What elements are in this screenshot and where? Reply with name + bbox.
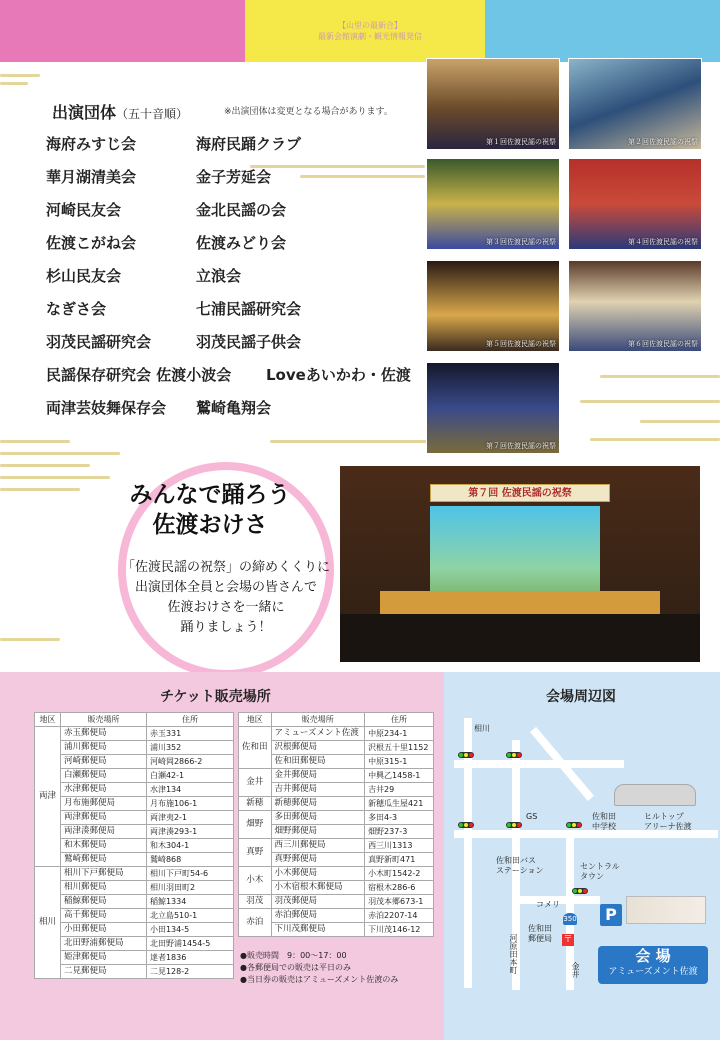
post-office-icon: 〒 xyxy=(563,935,573,945)
ticket-row xyxy=(239,895,434,909)
road-vertical-left xyxy=(464,718,472,988)
okesa-body-line: 佐渡おけさを一緒に xyxy=(167,600,285,615)
traffic-light-icon xyxy=(458,822,474,828)
audience xyxy=(340,614,700,662)
ticket-location: 白瀬郵便局 xyxy=(61,769,147,783)
group-name: なぎさ会 xyxy=(46,300,107,318)
group-name: 華月湖清美会 xyxy=(46,168,137,186)
header-address: 住所 xyxy=(146,713,233,727)
okesa-title xyxy=(112,480,308,540)
ticket-area: 金井 xyxy=(239,769,272,797)
ticket-location: 小木宿根木郵便局 xyxy=(271,881,365,895)
ticket-row xyxy=(35,769,234,783)
ticket-address: 北田野浦1454-5 xyxy=(146,937,233,951)
ticket-address: 達者1836 xyxy=(146,951,233,965)
festival-photo-5 xyxy=(426,260,560,352)
ticket-address: 赤玉331 xyxy=(146,727,233,741)
ticket-location: 多田郵便局 xyxy=(271,811,365,825)
group-name: 両津芸妓舞保存会 xyxy=(46,399,167,417)
map-label-post-office: 佐和田 郵便局 xyxy=(528,924,552,943)
ticket-location: 西三川郵便局 xyxy=(271,839,365,853)
group-name: 海府みすじ会 xyxy=(46,135,137,153)
map-label-bus-station: 佐和田バス ステーション xyxy=(496,856,544,875)
ticket-location: 二見郵便局 xyxy=(61,965,147,979)
ticket-location: 高千郵便局 xyxy=(61,909,147,923)
ticket-address: 下川茂146-12 xyxy=(365,923,434,937)
okesa-title-line-1: みんなで踊ろう xyxy=(129,482,291,508)
ticket-location: 稲鯨郵便局 xyxy=(61,895,147,909)
groups-title: 出演団体 xyxy=(52,103,117,122)
ticket-location: 金井郵便局 xyxy=(271,769,365,783)
festival-photo-4 xyxy=(568,158,702,250)
ticket-area: 小木 xyxy=(239,867,272,895)
ticket-address: 小木町1542-2 xyxy=(365,867,434,881)
ticket-row xyxy=(35,727,234,741)
ticket-location: 下川茂郵便局 xyxy=(271,923,365,937)
ticket-address: 沢根五十里1152 xyxy=(365,741,434,755)
ticket-note: ●各郵便局での販売は平日のみ xyxy=(240,963,351,972)
stage-floor xyxy=(380,591,660,616)
group-name: 金子芳延会 xyxy=(196,168,272,186)
band-text-line-1: 【山里の最新合】 xyxy=(338,21,402,30)
ticket-row xyxy=(239,839,434,853)
ticket-address: 和木304-1 xyxy=(146,839,233,853)
ticket-location: 赤玉郵便局 xyxy=(61,727,147,741)
group-name: 羽茂民謡子供会 xyxy=(196,333,302,351)
ticket-row xyxy=(239,769,434,783)
ticket-note: ●販売時間 9：00～17：00 xyxy=(240,951,347,960)
group-name: 佐渡みどり会 xyxy=(196,234,287,252)
map-title: 会場周辺図 xyxy=(546,689,616,705)
traffic-light-icon xyxy=(572,888,588,894)
ticket-table-right xyxy=(238,712,434,937)
ticket-address: 二見128-2 xyxy=(146,965,233,979)
ticket-row xyxy=(239,727,434,741)
ticket-address: 水津134 xyxy=(146,783,233,797)
group-name: 佐渡こがね会 xyxy=(46,234,137,252)
venue-building xyxy=(626,896,706,924)
photo-caption: 第４回佐渡民謡の祝祭 xyxy=(628,238,698,246)
ticket-address: 河崎岡2866-2 xyxy=(146,755,233,769)
group-name: 杉山民友会 xyxy=(46,267,122,285)
band-text-line-2: 最新会館演劇・観光情報発信 xyxy=(318,32,422,41)
ticket-address: 吉井29 xyxy=(365,783,434,797)
top-band-cyan xyxy=(485,0,720,62)
map-label-kawaharada: 河原田本町 xyxy=(509,934,518,974)
ticket-location: 吉井郵便局 xyxy=(271,783,365,797)
stage-photo xyxy=(340,466,700,662)
ticket-location: 真野郵便局 xyxy=(271,853,365,867)
ticket-address: 中原315-1 xyxy=(365,755,434,769)
festival-photo-2 xyxy=(568,58,702,150)
header-location: 販売場所 xyxy=(271,713,365,727)
ticket-address: 相川羽田町2 xyxy=(146,881,233,895)
ticket-location: 畑野郵便局 xyxy=(271,825,365,839)
top-band-pink xyxy=(0,0,245,62)
ticket-location: 新穂郵便局 xyxy=(271,797,365,811)
ticket-address: 真野新町471 xyxy=(365,853,434,867)
ticket-address: 両津湊293-1 xyxy=(146,825,233,839)
parking-icon: P xyxy=(600,904,622,926)
ticket-location: 姫津郵便局 xyxy=(61,951,147,965)
photo-caption: 第６回佐渡民謡の祝祭 xyxy=(628,340,698,348)
ticket-row xyxy=(239,811,434,825)
venue-name: アミューズメント佐渡 xyxy=(608,967,698,977)
okesa-body-line: 「佐渡民謡の祝祭」の締めくくりに xyxy=(121,560,330,575)
ticket-row xyxy=(35,825,234,839)
ticket-row xyxy=(35,951,234,965)
map-label-aikawa: 相川 xyxy=(474,724,490,733)
festival-photo-6 xyxy=(568,260,702,352)
group-name: 金北民謡の会 xyxy=(196,201,287,219)
hilltop-arena-building xyxy=(614,784,696,806)
ticket-location: 小田郵便局 xyxy=(61,923,147,937)
group-name: 河崎民友会 xyxy=(46,201,122,219)
groups-note: ※出演団体は変更となる場合があります。 xyxy=(224,107,393,117)
map-label-hilltop: ヒルトップ アリーナ佐渡 xyxy=(644,812,692,831)
ticket-row xyxy=(35,881,234,895)
road-route-350 xyxy=(520,896,600,904)
ticket-row xyxy=(35,811,234,825)
venue-label xyxy=(598,946,708,984)
ticket-location: 羽茂郵便局 xyxy=(271,895,365,909)
traffic-light-icon xyxy=(566,822,582,828)
header-location: 販売場所 xyxy=(61,713,147,727)
photo-caption: 第７回佐渡民謡の祝祭 xyxy=(486,442,556,450)
ticket-location: 佐和田郵便局 xyxy=(271,755,365,769)
photo-caption: 第５回佐渡民謡の祝祭 xyxy=(486,340,556,348)
map-label-central-town: セントラル タウン xyxy=(580,862,620,881)
ticket-row xyxy=(35,741,234,755)
ticket-table-left xyxy=(34,712,234,979)
group-name: Loveあいかわ・佐渡 xyxy=(266,366,411,384)
ticket-area: 両津 xyxy=(35,727,61,867)
map-label-kanai: 金井 xyxy=(571,962,580,978)
ticket-address: 赤泊2207-14 xyxy=(365,909,434,923)
ticket-title: チケット販売場所 xyxy=(160,689,271,705)
ticket-location: 相川下戸郵便局 xyxy=(61,867,147,881)
ticket-row xyxy=(35,909,234,923)
okesa-title-line-2: 佐渡おけさ xyxy=(152,512,268,538)
ticket-notes xyxy=(240,950,398,986)
ticket-address: 羽茂本郷673-1 xyxy=(365,895,434,909)
ticket-address: 新穂瓜生屋421 xyxy=(365,797,434,811)
festival-photo-1 xyxy=(426,58,560,150)
ticket-address: 中原234-1 xyxy=(365,727,434,741)
ticket-area: 畑野 xyxy=(239,811,272,839)
ticket-address: 小田134-5 xyxy=(146,923,233,937)
group-name: 羽茂民謡研究会 xyxy=(46,333,152,351)
ticket-row xyxy=(35,755,234,769)
festival-photo-7 xyxy=(426,362,560,454)
ticket-address: 白瀬42-1 xyxy=(146,769,233,783)
ticket-row xyxy=(35,965,234,979)
ticket-area: 新穂 xyxy=(239,797,272,811)
ticket-location: 水津郵便局 xyxy=(61,783,147,797)
header-area: 地区 xyxy=(239,713,272,727)
venue-big-label: 会 場 xyxy=(635,947,671,965)
okesa-body xyxy=(118,558,334,638)
groups-heading xyxy=(52,100,188,123)
ticket-address: 宿根木286-6 xyxy=(365,881,434,895)
ticket-location: 両津湊郵便局 xyxy=(61,825,147,839)
photo-caption: 第２回佐渡民謡の祝祭 xyxy=(628,138,698,146)
ticket-row xyxy=(35,937,234,951)
route-350-sign: 350 xyxy=(563,915,577,923)
ticket-address: 相川下戸町54-6 xyxy=(146,867,233,881)
ticket-location: 両津郵便局 xyxy=(61,811,147,825)
ticket-location: 鷲崎郵便局 xyxy=(61,853,147,867)
ticket-location: 月布施郵便局 xyxy=(61,797,147,811)
ticket-address: 西三川1313 xyxy=(365,839,434,853)
photo-caption: 第３回佐渡民謡の祝祭 xyxy=(486,238,556,246)
traffic-light-icon xyxy=(458,752,474,758)
group-name: 立浪会 xyxy=(196,267,242,285)
ticket-location: 赤泊郵便局 xyxy=(271,909,365,923)
ticket-area: 羽茂 xyxy=(239,895,272,909)
map-label-gs: GS xyxy=(526,812,538,821)
ticket-area: 赤泊 xyxy=(239,909,272,937)
ticket-row xyxy=(239,797,434,811)
stage-backdrop xyxy=(430,506,600,596)
top-band-text xyxy=(300,20,440,42)
header-area: 地区 xyxy=(35,713,61,727)
ticket-location: 北田野浦郵便局 xyxy=(61,937,147,951)
ticket-location: 和木郵便局 xyxy=(61,839,147,853)
ticket-row xyxy=(35,895,234,909)
map-label-school: 佐和田 中学校 xyxy=(592,812,616,831)
ticket-address: 浦川352 xyxy=(146,741,233,755)
group-name: 民謡保存研究会 佐渡小波会 xyxy=(46,366,232,384)
ticket-address: 多田4-3 xyxy=(365,811,434,825)
group-name: 海府民踊クラブ xyxy=(196,135,302,153)
ticket-location: 相川郵便局 xyxy=(61,881,147,895)
okesa-body-line: 踊りましょう！ xyxy=(180,620,272,635)
ticket-address: 鷲崎868 xyxy=(146,853,233,867)
ticket-row xyxy=(35,797,234,811)
group-name: 七浦民謡研究会 xyxy=(196,300,302,318)
ticket-address: 稲鯨1334 xyxy=(146,895,233,909)
group-name: 鷲崎亀翔会 xyxy=(196,399,272,417)
festival-photo-3 xyxy=(426,158,560,250)
ticket-address: 両津夷2-1 xyxy=(146,811,233,825)
ticket-area: 佐和田 xyxy=(239,727,272,769)
map-label-komeri: コメリ xyxy=(536,900,560,909)
ticket-row xyxy=(35,839,234,853)
ticket-location: 浦川郵便局 xyxy=(61,741,147,755)
ticket-location: 小木郵便局 xyxy=(271,867,365,881)
ticket-location: 沢根郵便局 xyxy=(271,741,365,755)
ticket-row xyxy=(35,783,234,797)
ticket-area: 相川 xyxy=(35,867,61,979)
stage-sign: 第７回 佐渡民謡の祝祭 xyxy=(430,484,610,502)
header-address: 住所 xyxy=(365,713,434,727)
ticket-address: 月布施106-1 xyxy=(146,797,233,811)
groups-subtitle: （五十音順） xyxy=(116,107,189,121)
ticket-row xyxy=(239,867,434,881)
traffic-light-icon xyxy=(506,822,522,828)
road-horizontal-top xyxy=(454,760,624,768)
traffic-light-icon xyxy=(506,752,522,758)
ticket-address: 北立島510-1 xyxy=(146,909,233,923)
photo-caption: 第１回佐渡民謡の祝祭 xyxy=(486,138,556,146)
ticket-row xyxy=(35,867,234,881)
ticket-row xyxy=(239,909,434,923)
ticket-location: 河崎郵便局 xyxy=(61,755,147,769)
ticket-row xyxy=(35,923,234,937)
ticket-row xyxy=(35,853,234,867)
ticket-area: 真野 xyxy=(239,839,272,867)
ticket-address: 畑野237-3 xyxy=(365,825,434,839)
ticket-location: アミューズメント佐渡 xyxy=(271,727,365,741)
ticket-address: 中興乙1458-1 xyxy=(365,769,434,783)
ticket-note: ●当日券の販売はアミューズメント佐渡のみ xyxy=(240,975,399,984)
okesa-body-line: 出演団体全員と会場の皆さんで xyxy=(134,580,317,595)
